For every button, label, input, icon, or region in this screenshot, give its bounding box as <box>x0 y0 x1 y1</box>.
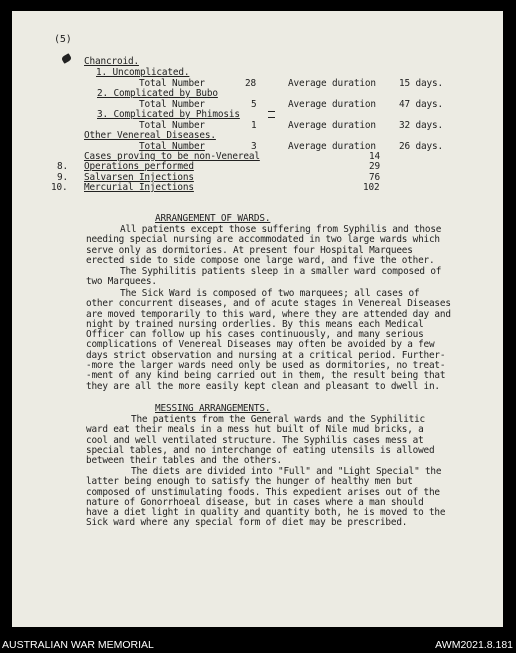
text-line: night by trained nursing orderlies. By this means each Medical <box>86 318 424 330</box>
text-line: -more the larger wards need only be used as dormitories, no treat- <box>86 360 446 372</box>
text-line: they are all the more easily kept clean and pleasant to dwell in. <box>86 380 440 392</box>
text-line: nature of Gonorrhoeal disease, but in cases where a man should <box>86 496 424 508</box>
text-line: days strict observation and nursing at a critical period. Further- <box>86 349 446 361</box>
average-label: Average duration <box>288 99 376 110</box>
text-line: The diets are divided into "Full" and "Light Special" the <box>131 466 442 477</box>
average-label: Average duration <box>288 120 376 131</box>
summary-label: Operations performed <box>84 161 194 172</box>
text-line: cool and well ventilated structure. The Syphilis cases mess at <box>86 434 424 446</box>
handwritten-mark <box>268 111 275 118</box>
summary-label: Cases proving to be non-Venereal <box>84 151 260 162</box>
messing-heading: MESSING ARRANGEMENTS. <box>155 403 271 414</box>
text-line: The patients from the General wards and the Syphilitic <box>131 414 425 425</box>
summary-number: 9. <box>57 172 68 183</box>
footer-reference: AWM2021.8.181 <box>435 639 513 651</box>
text-line: complications of Venereal Diseases may often be avoided by a few <box>86 339 435 351</box>
text-line: erected side to side compose one large ward, and five the other. <box>86 254 435 266</box>
footer-source: AUSTRALIAN WAR MEMORIAL <box>2 639 154 651</box>
text-line: two Marquees. <box>86 276 157 288</box>
duration-value: 47 days. <box>399 99 443 110</box>
summary-value: 76 <box>369 172 380 183</box>
total-label: Total Number <box>139 99 205 110</box>
document-page <box>12 11 503 627</box>
total-label: Total Number <box>139 120 205 131</box>
duration-value: 26 days. <box>399 141 443 152</box>
summary-number: 10. <box>51 182 68 193</box>
total-value: 3 <box>251 141 257 152</box>
summary-label: Salvarsen Injections <box>84 172 194 183</box>
text-line: Officer can follow up his cases continuously, and many serious <box>86 329 424 341</box>
text-line: The Sick Ward is composed of two marquees; all cases of <box>120 288 420 299</box>
chancroid-case-3: 3. Complicated by Phimosis <box>97 109 240 120</box>
summary-label: Mercurial Injections <box>84 182 194 193</box>
average-label: Average duration <box>288 78 376 89</box>
text-line: other concurrent diseases, and of acute stages in Venereal Diseases <box>86 298 451 310</box>
duration-value: 32 days. <box>399 120 443 131</box>
total-label: Total Number <box>139 141 205 152</box>
messing-paragraph-2 <box>86 467 500 529</box>
total-value: 5 <box>251 99 257 110</box>
wards-paragraph-3 <box>86 289 500 392</box>
text-line: between their tables and the others. <box>86 455 282 467</box>
total-value: 1 <box>251 120 257 131</box>
text-line: The Syphilitis patients sleep in a smaller ward composed of <box>120 266 442 277</box>
text-line: -ment of any kind being carried out in them, the result being that <box>86 370 446 382</box>
text-line: composed of unstimulating foods. This expedient arises out of the <box>86 486 440 498</box>
page-number: (5) <box>54 34 72 45</box>
other-venereal-heading: Other Venereal Diseases. <box>84 130 216 141</box>
text-line: needing special nursing are accommodated in two large wards which <box>86 234 440 246</box>
text-line: are moved temporarily to this ward, where they are attended day and <box>86 308 451 320</box>
text-line: serve only as dormitories. At present four Hospital Marquees <box>86 244 413 256</box>
summary-value: 29 <box>369 161 380 172</box>
summary-number: 8. <box>57 161 68 172</box>
wards-paragraph-2 <box>86 267 500 288</box>
text-line: ward eat their meals in a mess hut built of Nile mud bricks, a <box>86 424 424 436</box>
summary-value: 102 <box>363 182 380 193</box>
text-line: latter being enough to satisfy the hunger of healthy men but <box>86 476 413 488</box>
text-line: special tables, and no interchange of eating utensils is allowed <box>86 444 435 456</box>
chancroid-case-1: 1. Uncomplicated. <box>96 67 190 78</box>
chancroid-case-2: 2. Complicated by Bubo <box>97 88 218 99</box>
wards-heading: ARRANGEMENT OF WARDS. <box>155 213 271 224</box>
total-value: 28 <box>245 78 256 89</box>
messing-paragraph-1 <box>86 415 500 466</box>
total-label: Total Number <box>139 78 205 89</box>
duration-value: 15 days. <box>399 78 443 89</box>
text-line: have a diet light in quality and quantity both, he is moved to the <box>86 507 446 519</box>
chancroid-heading: Chancroid. <box>84 56 139 67</box>
text-line: All patients except those suffering from Syphilis and those <box>120 224 442 235</box>
average-label: Average duration <box>288 141 376 152</box>
summary-value: 14 <box>369 151 380 162</box>
text-line: Sick ward where any special form of diet may be prescribed. <box>86 517 408 529</box>
pen-mark <box>61 53 72 64</box>
wards-paragraph-1 <box>86 225 500 266</box>
